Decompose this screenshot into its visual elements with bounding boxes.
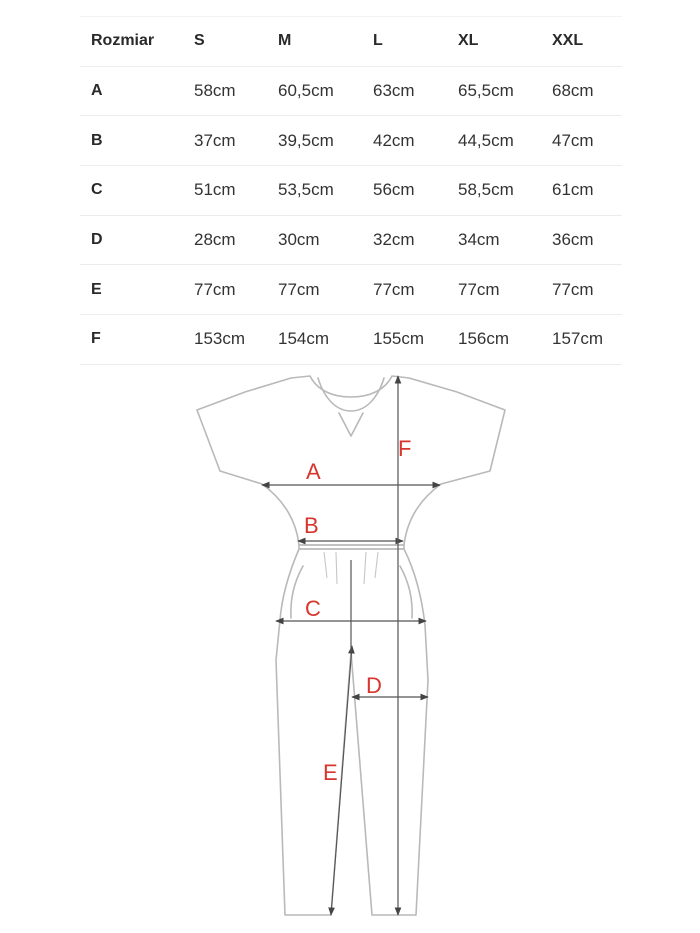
table-cell: 42cm bbox=[373, 130, 415, 150]
row-label: C bbox=[91, 181, 103, 199]
table-cell: 47cm bbox=[552, 130, 594, 150]
table-row-a bbox=[80, 67, 622, 117]
table-cell: 155cm bbox=[373, 329, 425, 349]
row-label: D bbox=[91, 231, 103, 249]
table-cell: 77cm bbox=[194, 279, 236, 299]
jumpsuit-outline bbox=[197, 376, 505, 915]
table-cell: 77cm bbox=[278, 279, 320, 299]
table-cell: 28cm bbox=[194, 230, 236, 250]
table-cell: 34cm bbox=[458, 230, 500, 250]
measurement-lines bbox=[262, 376, 440, 915]
table-cell: 157cm bbox=[552, 329, 604, 349]
header-l: L bbox=[373, 32, 383, 50]
measure-line-e bbox=[331, 646, 352, 915]
table-row-f bbox=[80, 315, 622, 365]
table-header-row bbox=[80, 16, 622, 67]
header-m: M bbox=[278, 32, 292, 50]
header-xxl: XXL bbox=[552, 32, 584, 50]
table-cell: 58cm bbox=[194, 81, 236, 101]
table-cell: 77cm bbox=[373, 279, 415, 299]
size-chart-table bbox=[80, 16, 622, 365]
waistband-outline bbox=[299, 545, 404, 549]
table-cell: 39,5cm bbox=[278, 130, 334, 150]
row-label: E bbox=[91, 280, 102, 298]
table-cell: 36cm bbox=[552, 230, 594, 250]
trousers-outline bbox=[276, 549, 428, 915]
table-cell: 56cm bbox=[373, 180, 415, 200]
table-row-e bbox=[80, 265, 622, 315]
table-cell: 30cm bbox=[278, 230, 320, 250]
label-a: A bbox=[306, 459, 321, 484]
pleat-4 bbox=[375, 552, 378, 578]
table-cell: 32cm bbox=[373, 230, 415, 250]
table-cell: 53,5cm bbox=[278, 180, 334, 200]
header-xl: XL bbox=[458, 32, 479, 50]
neckline-v-outline bbox=[339, 413, 363, 436]
table-cell: 60,5cm bbox=[278, 81, 334, 101]
table-cell: 153cm bbox=[194, 329, 246, 349]
label-c: C bbox=[305, 596, 321, 621]
label-b: B bbox=[304, 513, 319, 538]
row-label: F bbox=[91, 330, 101, 348]
table-cell: 37cm bbox=[194, 130, 236, 150]
header-size: Rozmiar bbox=[91, 32, 155, 50]
table-cell: 58,5cm bbox=[458, 180, 514, 200]
table-cell: 77cm bbox=[458, 279, 500, 299]
table-cell: 63cm bbox=[373, 81, 415, 101]
table-cell: 156cm bbox=[458, 329, 510, 349]
bodice-outline bbox=[197, 376, 505, 545]
measurement-labels bbox=[304, 436, 411, 785]
pleat-2 bbox=[336, 552, 337, 584]
pleat-3 bbox=[364, 552, 366, 584]
table-cell: 51cm bbox=[194, 180, 236, 200]
row-label: A bbox=[91, 82, 103, 100]
table-cell: 68cm bbox=[552, 81, 594, 101]
header-s: S bbox=[194, 32, 205, 50]
right-pocket-outline bbox=[400, 566, 412, 618]
table-cell: 61cm bbox=[552, 180, 594, 200]
label-f: F bbox=[398, 436, 412, 461]
label-e: E bbox=[323, 760, 338, 785]
table-cell: 77cm bbox=[552, 279, 594, 299]
left-pocket-outline bbox=[291, 566, 303, 618]
table-cell: 44,5cm bbox=[458, 130, 514, 150]
table-cell: 154cm bbox=[278, 329, 330, 349]
table-row-d bbox=[80, 216, 622, 266]
row-label: B bbox=[91, 131, 103, 149]
pleat-1 bbox=[324, 552, 327, 578]
table-row-b bbox=[80, 116, 622, 166]
table-cell: 65,5cm bbox=[458, 81, 514, 101]
neckline-opening-outline bbox=[318, 378, 384, 411]
table-row-c bbox=[80, 166, 622, 216]
label-d: D bbox=[366, 673, 382, 698]
